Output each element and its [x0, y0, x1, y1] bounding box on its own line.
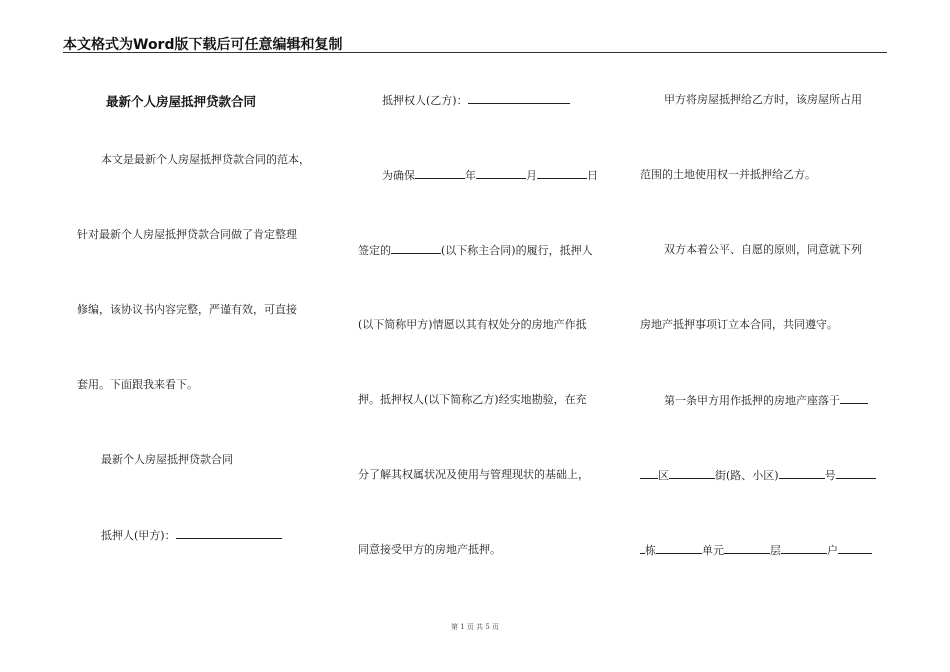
document-title: 最新个人房屋抵押贷款合同 [106, 94, 257, 109]
date-line [382, 168, 598, 183]
contract-blank [391, 243, 441, 254]
year-blank [415, 168, 465, 179]
col3-line-1: 甲方将房屋抵押给乙方时，该房屋所占用 [664, 93, 862, 106]
format-banner: 本文格式为Word版下载后可任意编辑和复制 [63, 37, 343, 53]
address-line [640, 468, 876, 483]
number-blank [779, 468, 825, 479]
contract-subtitle: 最新个人房屋抵押贷款合同 [101, 453, 233, 466]
number-tail-blank [836, 468, 876, 479]
signed-label: 签定的 [358, 244, 391, 257]
date-line-prefix: 为确保 [382, 169, 415, 182]
location-blank [840, 393, 868, 404]
district-blank [640, 468, 658, 479]
unit-line [640, 543, 872, 558]
page-number: 第 1 页 共 5 页 [450, 623, 500, 631]
day-label: 日 [587, 169, 598, 182]
col3-line-4: 房地产抵押事项订立本合同，共同遵守。 [640, 318, 838, 331]
mortgagee-label: 抵押权人(乙方)： [382, 94, 468, 107]
body-line-4: (以下简称甲方)情愿以其有权处分的房地产作抵 [358, 318, 587, 331]
column-1 [0, 0, 340, 672]
body-line-7: 同意接受甲方的房地产抵押。 [358, 543, 501, 556]
month-blank [476, 168, 526, 179]
day-blank [537, 168, 587, 179]
body-line-6: 分了解其权属状况及使用与管理现状的基础上， [358, 468, 589, 481]
mortgagor-line [101, 528, 282, 543]
mortgagee-line [382, 93, 570, 108]
mortgagee-blank [468, 93, 570, 104]
street-label: 街(路、小区) [715, 469, 779, 482]
intro-line-2: 针对最新个人房屋抵押贷款合同做了肯定整理 [77, 228, 297, 241]
main-contract-line [358, 243, 593, 258]
room-label: 户 [827, 544, 838, 557]
main-contract-text: (以下称主合同)的履行，抵押人 [441, 244, 593, 257]
intro-line-4: 套用。下面跟我来看下。 [77, 378, 198, 391]
body-line-5: 押。抵押权人(以下简称乙方)经实地勘验，在充 [358, 393, 587, 406]
district-label: 区 [658, 469, 669, 482]
column-2 [340, 0, 620, 672]
year-label: 年 [465, 169, 476, 182]
room-tail-blank [838, 543, 872, 554]
mortgagor-label: 抵押人(甲方)： [101, 529, 176, 542]
street-blank [669, 468, 715, 479]
col3-line-3: 双方本着公平、自愿的原则，同意就下列 [664, 243, 862, 256]
building-label: 栋 [645, 544, 656, 557]
intro-line-1: 本文是最新个人房屋抵押贷款合同的范本， [101, 153, 310, 166]
floor-label: 层 [770, 544, 781, 557]
room-blank [781, 543, 827, 554]
column-3 [620, 0, 910, 672]
intro-line-3: 修编，该协议书内容完整，严谨有效，可直接 [77, 303, 297, 316]
unit-label: 单元 [702, 544, 724, 557]
month-label: 月 [526, 169, 537, 182]
floor-blank [724, 543, 770, 554]
article-1-line [664, 393, 868, 408]
article-1-text: 第一条甲方用作抵押的房地产座落于 [664, 394, 840, 407]
mortgagor-blank [176, 528, 282, 539]
col3-line-2: 范围的土地使用权一并抵押给乙方。 [640, 168, 816, 181]
number-label: 号 [824, 469, 836, 482]
unit-blank [656, 543, 702, 554]
